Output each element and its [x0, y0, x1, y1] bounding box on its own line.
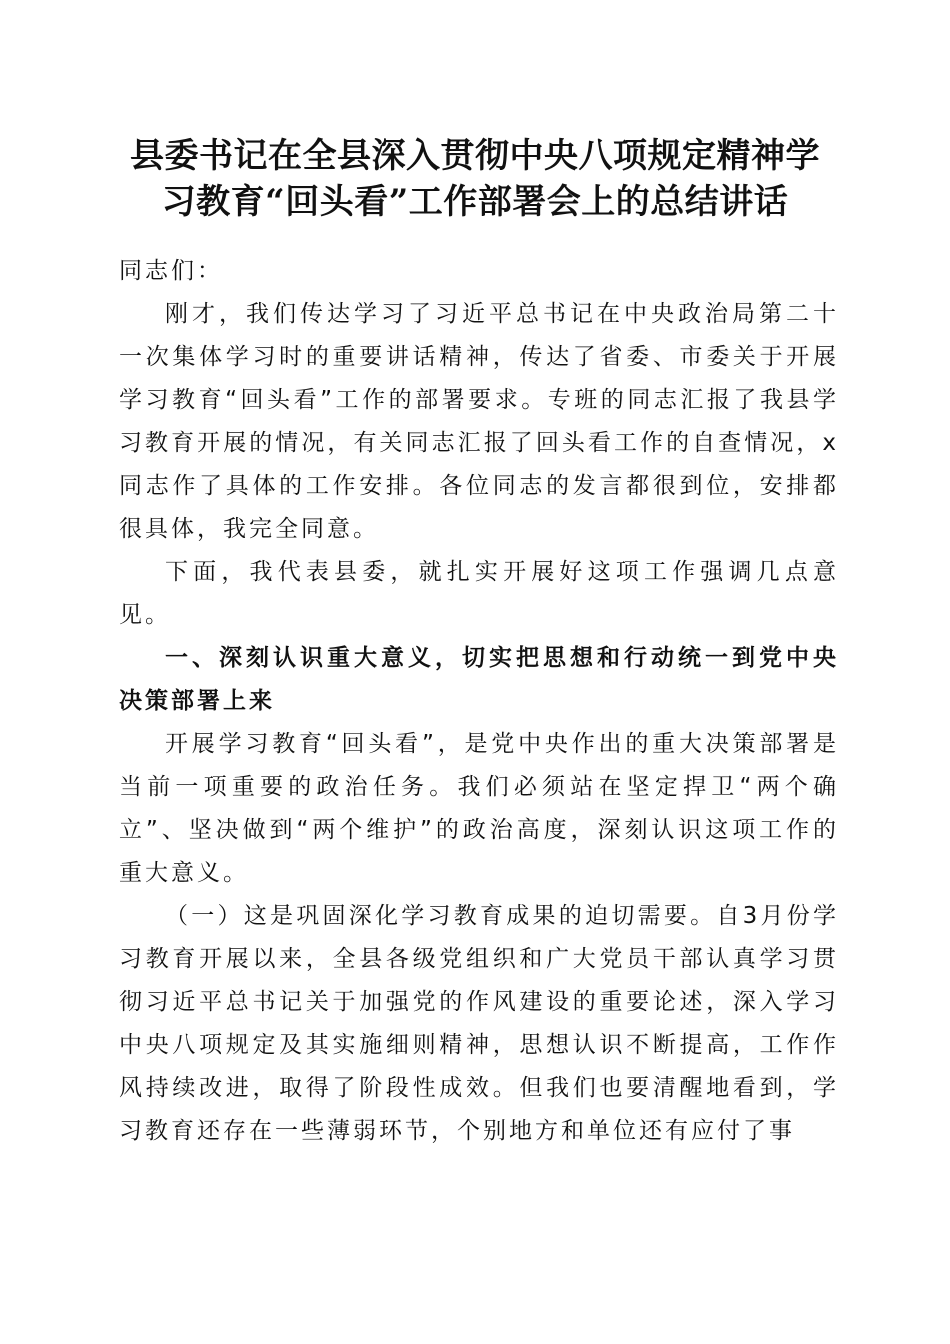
section1-paragraph: 开展学习教育“回头看”，是党中央作出的重大决策部署是当前一项重要的政治任务。我们必须站在坚定捍卫“两个确立”、坚决做到“两个维护”的政治高度，深刻认识这项工作的重大意义。	[119, 731, 839, 886]
title-line-2: 习教育“回头看”工作部署会上的总结讲话	[161, 182, 789, 222]
section-heading-1: 一、深刻认识重大意义，切实把思想和行动统一到党中央决策部署上来	[119, 645, 839, 714]
document-title	[100, 133, 850, 225]
section1-subpoint-1: （一）这是巩固深化学习教育成果的迫切需要。自3月份学习教育开展以来，全县各级党组织和广大党员干部认真学习贯彻习近平总书记关于加强党的作风建设的重要论述，深入学习中央八项规定及其实施细则精神，思想认识不断提高，工作作风持续改进，取得了阶段性成效。但我们也要清醒地看到，学习教育还存在一些薄弱环节，个别地方和单位还有应付了事	[119, 903, 839, 1144]
title-line-1: 县委书记在全县深入贯彻中央八项规定精神学	[130, 136, 820, 176]
paragraph-transition: 下面，我代表县委，就扎实开展好这项工作强调几点意见。	[119, 559, 839, 628]
salutation: 同志们：	[119, 258, 223, 284]
document-body	[119, 250, 839, 1153]
paragraph-intro: 刚才，我们传达学习了习近平总书记在中央政治局第二十一次集体学习时的重要讲话精神，传达了省委、市委关于开展学习教育“回头看”工作的部署要求。专班的同志汇报了我县学习教育开展的情况，有关同志汇报了回头看工作的自查情况，x同志作了具体的工作安排。各位同志的发言都很到位，安排都很具体，我完全同意。	[119, 301, 839, 542]
